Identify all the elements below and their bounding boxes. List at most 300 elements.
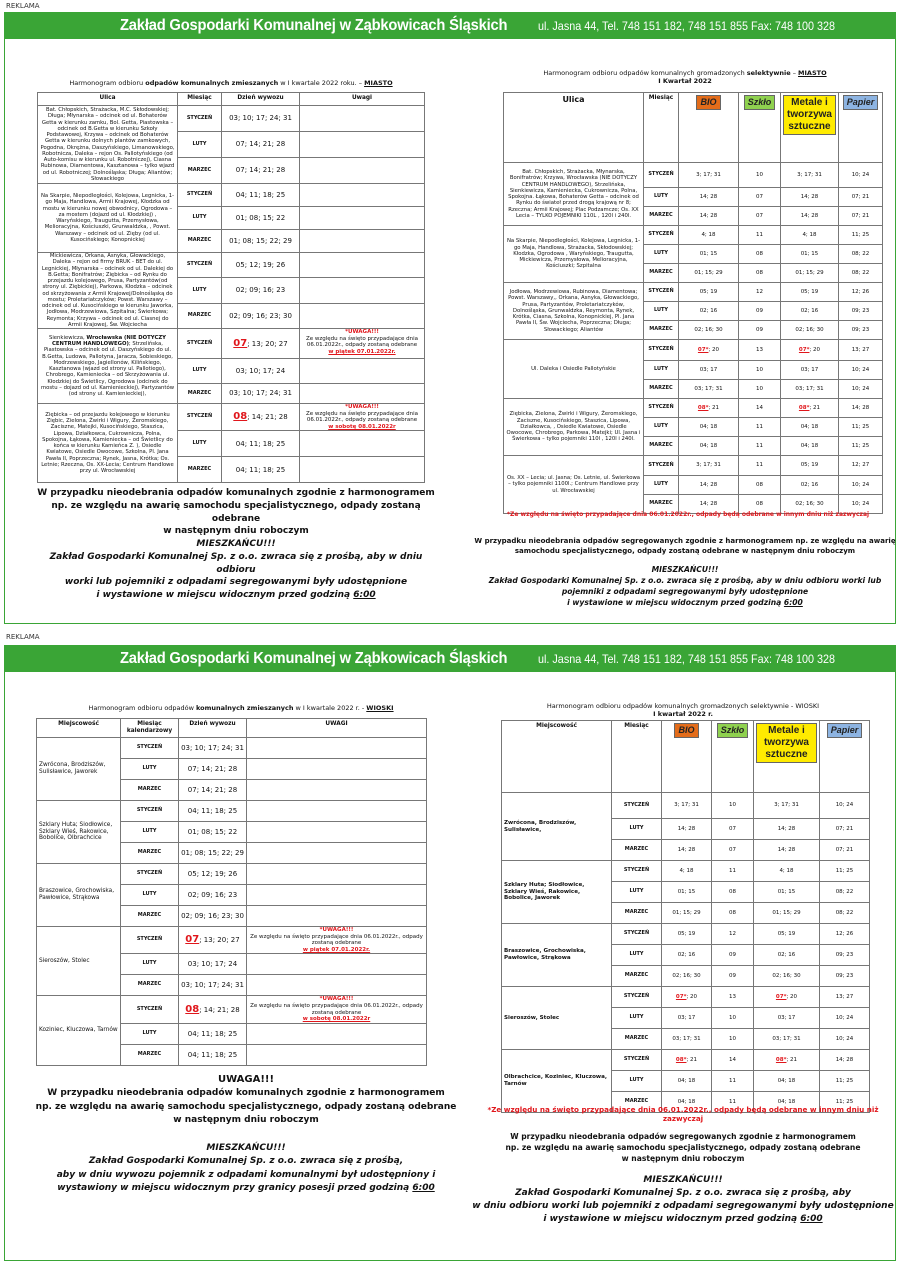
- street-list: Mickiewicza, Orkana, Asnyka, Głowackiego, Daleka – rejon od firmy BRUK - BET do ul. Legnickiej, Młynarska – odcinek od ul. Dalekiej do B.Getta; Bonifratrów; Ziębicka – od Rynku do przejazdu kolejowego, Prusa, Partyzantów(od strony ul. Ziębickiej), Parkowa, Kłodzka – odcinek od skrzyżowania z Armii Krajowej/Dolnośląską do mostu; Proletariatczyków; Powst. Warszawy – odcinek od ul. Kusocińskiego w kierunku Jaworka, Jodłowa, Modrzewiowa, Szpitalna; Świerkowa; Reymonta; Krzywa – odcinek od ul. Ciasnej do Armii Krajowej, Św. Wojciecha: [41, 253, 174, 328]
- bio-cell: 05; 19: [679, 283, 739, 302]
- month-cell: MARZEC: [178, 384, 222, 404]
- top-left-section: [31, 39, 435, 623]
- footer-line: [31, 1182, 461, 1196]
- month-cell: LUTY: [121, 759, 179, 780]
- glass-cell: 14: [712, 1050, 754, 1071]
- month-cell: STYCZEŃ: [121, 996, 179, 1023]
- footer-line: [469, 1174, 897, 1187]
- month-cell: LUTY: [644, 361, 679, 380]
- holiday-day: 08*: [798, 404, 810, 411]
- footer-line: [31, 500, 441, 513]
- footer-line: [473, 586, 897, 597]
- metals-cell: 4; 18: [754, 861, 820, 882]
- month-cell: STYCZEŃ: [644, 456, 679, 476]
- table-row: [37, 738, 427, 759]
- paper-cell: 12; 26: [839, 283, 883, 302]
- table-row: [38, 184, 425, 207]
- top-left-caption: Harmonogram odbioru odpadów komunalnych zmieszanych w I kwartale 2022 roku. – MIASTO: [69, 79, 393, 87]
- footer-text: i wystawione w miejscu widocznym przed godziną: [543, 1214, 801, 1225]
- days: ; 21: [708, 404, 720, 411]
- top-right-caption: Harmonogram odbioru odpadów komunalnych gromadzonych selektywnie – MIASTO I Kwartał 2022: [543, 69, 827, 86]
- paper-cell: 10; 24: [839, 495, 883, 514]
- bio-tag: BIO: [674, 723, 698, 738]
- column-header: Miesiąc: [178, 93, 222, 106]
- column-header: [612, 721, 662, 793]
- metals-cell: 03; 17; 31: [781, 380, 839, 399]
- day-cell: [222, 106, 300, 132]
- bottom-right-caption: Harmonogram odbioru odpadów komunalnych gromadzonych selektywnie - WIOSKI I kwartał 2022 r.: [546, 702, 820, 719]
- month-cell: LUTY: [644, 418, 679, 437]
- footer-time: 6:00: [412, 1183, 435, 1193]
- paper-cell: 12; 27: [839, 456, 883, 476]
- month-cell: STYCZEŃ: [121, 864, 179, 885]
- place-name: Koziniec, Kluczowa, Tarnów: [39, 1027, 118, 1034]
- street-list: Ul. Daleka i Osiedle Pallotyńskie: [531, 365, 616, 372]
- paper-cell: 11; 25: [820, 1071, 870, 1092]
- month-cell: MARZEC: [644, 321, 679, 340]
- note-date: w sobotę 08.01.2022r: [328, 423, 396, 430]
- top-left-footer: [31, 487, 441, 602]
- remark-cell: [247, 954, 427, 975]
- banner: [5, 13, 895, 39]
- footer-line: [473, 536, 897, 546]
- day-cell: [222, 278, 300, 303]
- footer-text: i wystawione w miejscu widocznym przed godziną: [567, 598, 784, 608]
- days: 05; 12; 19; 26: [187, 869, 238, 878]
- day-cell: [179, 1044, 247, 1065]
- footer-text: aby w dniu wywozu pojemnik z odpadami komunalnymi był udostępniony i: [56, 1169, 436, 1180]
- remark-cell: [300, 278, 425, 303]
- metals-plastics-tag: Metale i tworzywa sztuczne: [783, 95, 836, 135]
- note-heading: *UWAGA!!!: [319, 927, 354, 933]
- street-cell: [504, 226, 644, 283]
- paper-cell: 10; 24: [839, 163, 883, 188]
- metals-cell: 3; 17; 31: [754, 793, 820, 819]
- top-right-table: [503, 92, 883, 514]
- month-cell: STYCZEŃ: [612, 861, 662, 882]
- footer-time: 6:00: [800, 1214, 823, 1225]
- glass-cell: 11: [739, 418, 781, 437]
- remark-cell: [247, 1023, 427, 1044]
- ad-top: [4, 12, 896, 624]
- holiday-day: 08*: [697, 404, 709, 411]
- remark-cell: [300, 384, 425, 404]
- footer-line: [469, 1187, 897, 1200]
- day-cell: [179, 1023, 247, 1044]
- days: ; 20: [809, 346, 821, 353]
- month-cell: MARZEC: [121, 975, 179, 996]
- footer-line: [473, 597, 897, 608]
- footer-text: Zakład Gospodarki Komunalnej Sp. z o.o. zwraca się z prośbą, aby: [515, 1188, 851, 1199]
- remark-cell: [300, 132, 425, 158]
- glass-cell: 08: [739, 264, 781, 283]
- month-cell: LUTY: [612, 819, 662, 840]
- footer-line: [31, 513, 441, 526]
- month-cell: MARZEC: [612, 903, 662, 924]
- footer-line: [469, 1200, 897, 1213]
- paper-cell: 09; 23: [839, 321, 883, 340]
- remark-cell: [300, 184, 425, 207]
- holiday-day: 08*: [775, 1056, 787, 1063]
- remark-cell: [300, 303, 425, 328]
- month-cell: STYCZEŃ: [644, 283, 679, 302]
- holiday-day: 08*: [675, 1056, 687, 1063]
- glass-cell: 09: [739, 321, 781, 340]
- street-cell: [38, 106, 178, 184]
- footer-text: pojemniki z odpadami segregowanymi były udostępnione: [561, 587, 809, 597]
- glass-tag: Szkło: [744, 95, 776, 110]
- footer-text: odebrane: [211, 513, 261, 524]
- street-list: Zwrócona, Brodziszów, Sulisławice,: [504, 819, 577, 833]
- glass-tag: Szkło: [717, 723, 749, 738]
- month-cell: MARZEC: [644, 437, 679, 456]
- month-cell: STYCZEŃ: [121, 738, 179, 759]
- month-cell: LUTY: [612, 945, 662, 966]
- metals-cell: 03; 17: [754, 1008, 820, 1029]
- banner-contact-2: ul. Jasna 44, Tel. 748 151 182, 748 151 855 Fax: 748 100 328: [538, 652, 836, 666]
- footer-text: worki lub pojemniki z odpadami segregowanymi były udostępnione: [64, 577, 408, 588]
- glass-cell: 09: [739, 302, 781, 321]
- month-cell: STYCZEŃ: [612, 793, 662, 819]
- glass-cell: 07: [739, 188, 781, 207]
- street-cell: [502, 793, 612, 861]
- paper-cell: 08; 22: [839, 245, 883, 264]
- remark-cell: [247, 780, 427, 801]
- days: 04; 11; 18; 25: [235, 190, 286, 199]
- month-cell: LUTY: [178, 278, 222, 303]
- month-cell: STYCZEŃ: [178, 404, 222, 431]
- street-list: Jodłowa, Modrzewiowa, Rubinowa, Diamentowa; Powst. Warszawy,, Orkana, Asnyka, Głowackiego, Prusa, Partyzantów, Proletariatczyków, Dolnośląska, Grunwaldzka, Reymonta, Rynek, Krótka, Ciasna, Szkolna, Konopnickiej, Pl. Jana Pawła II, Św. Wojciecha, Poprzeczna; Długa; Słowackiego; Aliantów: [508, 289, 639, 333]
- remark-cell: [247, 996, 427, 1023]
- month-cell: MARZEC: [178, 158, 222, 184]
- table-row: [504, 399, 883, 418]
- month-cell: MARZEC: [178, 457, 222, 483]
- month-cell: MARZEC: [121, 843, 179, 864]
- remark-cell: [300, 404, 425, 431]
- remark-cell: [247, 759, 427, 780]
- bio-cell: 02; 16; 30: [679, 321, 739, 340]
- month-cell: LUTY: [178, 207, 222, 230]
- table-row: [502, 1050, 870, 1071]
- month-cell: MARZEC: [644, 264, 679, 283]
- days: 07; 14; 21; 28: [235, 140, 286, 149]
- metals-cell: 02; 16: [781, 476, 839, 495]
- bio-cell: 04; 18: [679, 418, 739, 437]
- month-cell: STYCZEŃ: [178, 106, 222, 132]
- month-cell: LUTY: [178, 132, 222, 158]
- days: 07; 14; 21; 28: [235, 166, 286, 175]
- footer-line: [31, 525, 441, 538]
- footer-line: [31, 1169, 461, 1183]
- paper-cell: 12; 26: [820, 924, 870, 945]
- month-cell: MARZEC: [121, 906, 179, 927]
- table-row: [502, 924, 870, 945]
- days: 04; 11; 18; 25: [235, 465, 286, 474]
- day-cell: [179, 780, 247, 801]
- days: 01; 08; 15; 22; 29: [181, 848, 244, 857]
- paper-cell: 13; 27: [820, 987, 870, 1008]
- month-cell: MARZEC: [121, 1044, 179, 1065]
- days: 03; 10; 17; 24; 31: [181, 743, 244, 752]
- bio-cell: 03; 17; 31: [679, 380, 739, 399]
- paper-cell: 11; 25: [820, 861, 870, 882]
- glass-cell: 11: [739, 226, 781, 245]
- note-text: Ze względu na święto przypadające dnia 06.01.2022r., odpady zostaną odebrane: [305, 410, 419, 424]
- metals-cell: 01; 15; 29: [754, 903, 820, 924]
- bio-cell: 04; 18: [662, 1092, 712, 1113]
- footer-time: 6:00: [353, 590, 376, 601]
- remark-cell: [300, 158, 425, 184]
- column-header: Uwagi: [300, 93, 425, 106]
- street-cell: [504, 399, 644, 456]
- footer-text: W przypadku nieodebrania odpadów segregowanych zgodnie z harmonogramem np. ze względu na awarię: [474, 537, 896, 545]
- metals-cell: 05; 19: [781, 456, 839, 476]
- footer-line: [31, 538, 441, 551]
- place-name: Sieroszów, Stolec: [39, 957, 90, 964]
- month-cell: STYCZEŃ: [644, 226, 679, 245]
- note-heading: *UWAGA!!!: [319, 996, 354, 1003]
- month-cell: MARZEC: [644, 207, 679, 226]
- day-cell: [222, 303, 300, 328]
- table-row: [504, 283, 883, 302]
- street-cell: [38, 253, 178, 329]
- bio-cell: 14; 28: [662, 840, 712, 861]
- metals-cell: 14; 28: [754, 840, 820, 861]
- street-highlight: Wrocławska (NIE DOTYCZY CENTRUM HANDLOWEGO): [52, 334, 167, 347]
- paper-cell: 09; 23: [820, 966, 870, 987]
- footer-text: Zakład Gospodarki Komunalnej Sp. z o.o. zwraca się z prośbą, aby w dniu odbioru worki lub: [488, 576, 882, 586]
- glass-cell: 14: [739, 399, 781, 418]
- holiday-day: 07*: [775, 993, 787, 1000]
- bio-cell: 14; 28: [662, 819, 712, 840]
- remark-cell: [247, 975, 427, 996]
- days: 03; 10; 17; 24: [235, 366, 286, 375]
- bio-cell: 03; 17; 31: [662, 1029, 712, 1050]
- column-header: [820, 721, 870, 793]
- remark-cell: [300, 207, 425, 230]
- remark-cell: [247, 738, 427, 759]
- table-row: [38, 404, 425, 431]
- days: 04; 11; 18; 25: [187, 1029, 238, 1038]
- table-row: [37, 996, 427, 1023]
- column-header: [504, 93, 644, 163]
- days: 02; 09; 16; 23: [187, 890, 238, 899]
- days: 01; 08; 15; 22: [187, 827, 238, 836]
- remark-cell: [300, 457, 425, 483]
- paper-cell: 14; 28: [839, 399, 883, 418]
- day-cell: [179, 996, 247, 1023]
- footer-text: i wystawione w miejscu widocznym przed godziną: [96, 590, 354, 601]
- month-cell: STYCZEŃ: [178, 253, 222, 278]
- column-header: Miejscowość: [37, 719, 121, 738]
- metals-cell: 03; 17: [781, 361, 839, 380]
- top-right-footer: [473, 536, 897, 608]
- holiday-day: 08: [233, 411, 248, 423]
- glass-cell: 09: [712, 966, 754, 987]
- month-cell: STYCZEŃ: [644, 163, 679, 188]
- paper-cell: 07; 21: [820, 840, 870, 861]
- days: 02; 09; 16; 23; 30: [181, 911, 244, 920]
- street-cell: [502, 924, 612, 987]
- days: ; 20: [786, 993, 798, 1000]
- footer-text: MIESZKAŃCU!!!: [196, 539, 276, 550]
- days: 04; 11; 18; 25: [235, 439, 286, 448]
- footer-line: [473, 546, 897, 556]
- note-heading: *UWAGA!!!: [345, 404, 379, 410]
- table-row: [37, 801, 427, 822]
- bio-cell: 04; 18: [679, 437, 739, 456]
- days: 05; 12; 19; 26: [235, 261, 286, 270]
- day-cell: [222, 158, 300, 184]
- metals-cell: 04; 18: [781, 437, 839, 456]
- column-header: [662, 721, 712, 793]
- header-row: [38, 93, 425, 106]
- street-cell: [504, 340, 644, 399]
- metals-cell: 02; 16; 30: [781, 495, 839, 514]
- banner-title: Zakład Gospodarki Komunalnej w Ząbkowicach Śląskich: [120, 17, 508, 34]
- holiday-day: 07*: [697, 346, 709, 353]
- days: 02; 09; 16; 23; 30: [229, 311, 292, 320]
- bio-cell: 02; 16: [679, 302, 739, 321]
- day-cell: [179, 801, 247, 822]
- days: ; 20: [686, 993, 698, 1000]
- month-cell: LUTY: [612, 882, 662, 903]
- days: 07; 14; 21; 28: [187, 785, 238, 794]
- footer-line: [31, 1101, 461, 1115]
- days: 03; 10; 17; 24; 31: [229, 389, 292, 398]
- bottom-right-star-note: *Ze względu na święto przypadające dnia 06.01.2022r., odpady będą odebrane w innym dniu niż zazwyczaj: [487, 1105, 879, 1123]
- footer-text: UWAGA!!!: [217, 1074, 275, 1085]
- paper-cell: 10; 24: [820, 1008, 870, 1029]
- day-cell: [222, 431, 300, 457]
- footer-line: [31, 1087, 461, 1101]
- remark-cell: [300, 359, 425, 384]
- street-cell: [38, 184, 178, 253]
- metals-cell: 02; 16: [781, 302, 839, 321]
- metals-cell: [781, 340, 839, 361]
- bio-cell: 01; 15: [662, 882, 712, 903]
- remark-cell: [300, 253, 425, 278]
- bottom-left-section: [31, 672, 457, 1260]
- bio-cell: [662, 1050, 712, 1071]
- footer-line: [469, 1213, 897, 1226]
- glass-cell: 13: [712, 987, 754, 1008]
- days: ; 21: [686, 1056, 698, 1063]
- day-cell: [179, 927, 247, 954]
- footer-line: [31, 1072, 461, 1087]
- footer-line: [469, 1153, 897, 1164]
- month-cell: LUTY: [178, 431, 222, 457]
- holiday-day: 07: [233, 337, 248, 349]
- day-cell: [222, 404, 300, 431]
- bio-cell: 14; 28: [679, 495, 739, 514]
- banner-title-2: Zakład Gospodarki Komunalnej w Ząbkowicach Śląskich: [120, 650, 508, 667]
- top-right-section: [473, 39, 897, 623]
- bio-cell: 01; 15; 29: [679, 264, 739, 283]
- paper-cell: 08; 22: [820, 882, 870, 903]
- note-text: Ze względu na święto przypadające dnia 06.01.2022r., odpady zostaną odebrane: [250, 933, 423, 947]
- day-cell: [222, 457, 300, 483]
- remark-cell: [247, 801, 427, 822]
- column-header: Dzień wywozu: [179, 719, 247, 738]
- days: 01; 08; 15; 22; 29: [229, 236, 292, 245]
- month-cell: LUTY: [612, 1008, 662, 1029]
- footer-line: [469, 1142, 897, 1153]
- note-date: w sobotę 08.01.2022r: [302, 1016, 371, 1023]
- metals-cell: 01; 15; 29: [781, 264, 839, 283]
- paper-cell: 11; 25: [839, 418, 883, 437]
- bottom-left-footer: [31, 1072, 461, 1196]
- metals-cell: 02; 16; 30: [781, 321, 839, 340]
- glass-cell: 08: [739, 495, 781, 514]
- days: 01; 08; 15; 22: [235, 213, 286, 222]
- month-cell: LUTY: [121, 1023, 179, 1044]
- month-cell: STYCZEŃ: [121, 801, 179, 822]
- footer-text: Zakład Gospodarki Komunalnej Sp. z o.o. zwraca się z prośbą, aby w dniu odbioru: [49, 551, 423, 575]
- table-row: [38, 106, 425, 132]
- metals-cell: 01; 15: [781, 245, 839, 264]
- street-list: Braszowice, Grochowiska, Pawłowice, Strąkowa: [504, 948, 586, 961]
- note-text: Ze względu na święto przypadające dnia 06.01.2022r., odpady zostaną odebrane: [305, 335, 419, 349]
- glass-cell: 10: [712, 1029, 754, 1050]
- table-row: [504, 340, 883, 361]
- month-cell: MARZEC: [178, 230, 222, 253]
- street-list: Os. XX – Lecia; ul. Jasna; Os. Letnie, ul. Świerkowa – tylko pojemniki 1100l.; Centrum Handlowe przy ul. Wrocławskiej: [506, 475, 641, 494]
- month-cell: LUTY: [644, 245, 679, 264]
- glass-cell: 09: [712, 945, 754, 966]
- glass-cell: 11: [712, 1071, 754, 1092]
- bottom-right-footer: [469, 1131, 897, 1226]
- street-list: Ziębicka – od przejazdu kolejowego w kierunku Ziębic, Zielona, Żwirki i Wigury, Żeromskiego, Zaciszne, Matejki, Kusocińskiego, Staszica, Lipowa, Działkowca, Cukrownicza, Polna, Spokojna, Łąkowa, Kamieniecka – od Świetlicy do końca w kierunku Kamieńca Z. ), Osiedle Kwiatowe, Osiedle Owocowe, Szkolna, Pl. Jana Pawła II, Poprzeczna; Rynek, Jasna, Krótka; Os. Letnie; Rzeczna, Os. XX-Lecia; Centrum Handlowe przy ul. Wrocławskiej: [41, 411, 174, 475]
- header-row: [502, 721, 870, 793]
- glass-cell: 08: [739, 476, 781, 495]
- day-cell: [179, 738, 247, 759]
- column-header: [839, 93, 883, 163]
- ad-bottom: [4, 645, 896, 1261]
- footer-text: W przypadku nieodebrania odpadów komunalnych zgodnie z harmonogramem: [37, 488, 435, 498]
- month-cell: LUTY: [178, 359, 222, 384]
- footer-line: [31, 551, 441, 577]
- metals-cell: 04; 18: [754, 1092, 820, 1113]
- footer-line: [473, 564, 897, 575]
- month-cell: LUTY: [644, 188, 679, 207]
- street-list: Olbrachcice, Koziniec, Kluczowa, Tarnów: [504, 1074, 607, 1087]
- banner-2: [5, 646, 895, 672]
- metals-cell: [754, 987, 820, 1008]
- paper-cell: 10; 24: [839, 380, 883, 399]
- bottom-right-table: [501, 720, 870, 1113]
- days: 03; 10; 17; 24; 31: [181, 981, 244, 990]
- holiday-day: 08: [185, 1003, 200, 1015]
- note-text: Ze względu na święto przypadające dnia 06.01.2022r., odpady zostaną odebrane: [250, 1002, 423, 1016]
- footer-line: [31, 1114, 461, 1128]
- bio-cell: 05; 19: [662, 924, 712, 945]
- month-cell: STYCZEŃ: [612, 1050, 662, 1071]
- metals-cell: [781, 399, 839, 418]
- footer-line: [31, 1155, 461, 1169]
- reklama-label: REKLAMA: [6, 2, 40, 10]
- month-cell: MARZEC: [612, 1092, 662, 1113]
- bio-cell: 01; 15; 29: [662, 903, 712, 924]
- bio-cell: 14; 28: [679, 207, 739, 226]
- street-list: Sienkiewicza,: [48, 334, 87, 341]
- footer-text: np. ze względu na awarię samochodu specjalistycznego, odpady zostaną: [51, 500, 421, 511]
- header-text: Miesiąc: [648, 95, 674, 101]
- place-name: Zwrócona, Brodziszów, Sulisławice, Jaworek: [39, 762, 106, 775]
- remark-cell: [247, 864, 427, 885]
- remark-cell: [247, 843, 427, 864]
- street-cell: [37, 801, 121, 864]
